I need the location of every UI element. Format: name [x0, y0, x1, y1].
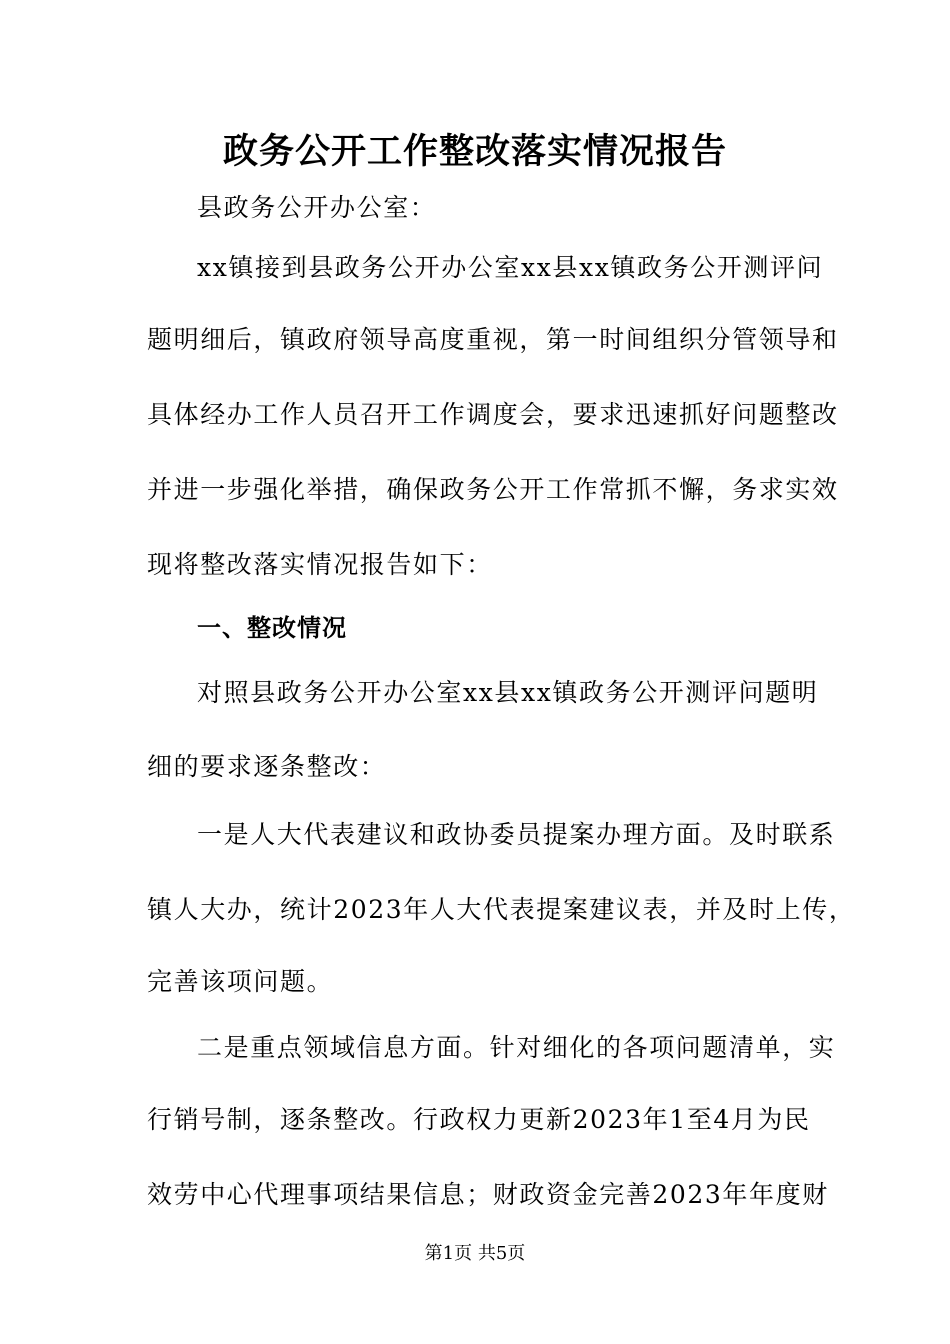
paragraph-line: 现将整改落实情况报告如下：: [147, 550, 493, 579]
paragraph-line: 对照县政务公开办公室xx县xx镇政务公开测评问题明: [197, 678, 819, 707]
paragraph-line: 二是重点领域信息方面。针对细化的各项问题清单，实: [197, 1033, 836, 1062]
paragraph-line: 具体经办工作人员召开工作调度会，要求迅速抓好问题整改: [147, 400, 839, 429]
paragraph-line: 题明细后，镇政府领导高度重视，第一时间组织分管领导和: [147, 325, 839, 354]
page-number: 第1页 共5页: [424, 1243, 526, 1264]
paragraph-line: 行销号制，逐条整改。行政权力更新2023年1至4月为民: [147, 1105, 811, 1134]
document-title: 政务公开工作整改落实情况报告: [222, 131, 727, 172]
paragraph-line: 镇人大办，统计2023年人大代表提案建议表，并及时上传，: [147, 895, 856, 924]
paragraph-line: 并进一步强化举措，确保政务公开工作常抓不懈，务求实效: [147, 475, 839, 504]
salutation: 县政务公开办公室：: [197, 193, 437, 222]
paragraph-line: 效劳中心代理事项结果信息；财政资金完善2023年年度财: [147, 1180, 829, 1209]
paragraph-line: 细的要求逐条整改：: [147, 752, 387, 781]
paragraph-line: 一是人大代表建议和政协委员提案办理方面。及时联系: [197, 820, 836, 849]
paragraph-line: 完善该项问题。: [147, 967, 334, 996]
section-heading: 一、整改情况: [197, 614, 347, 642]
paragraph-line: xx镇接到县政务公开办公室xx县xx镇政务公开测评问: [197, 253, 824, 282]
